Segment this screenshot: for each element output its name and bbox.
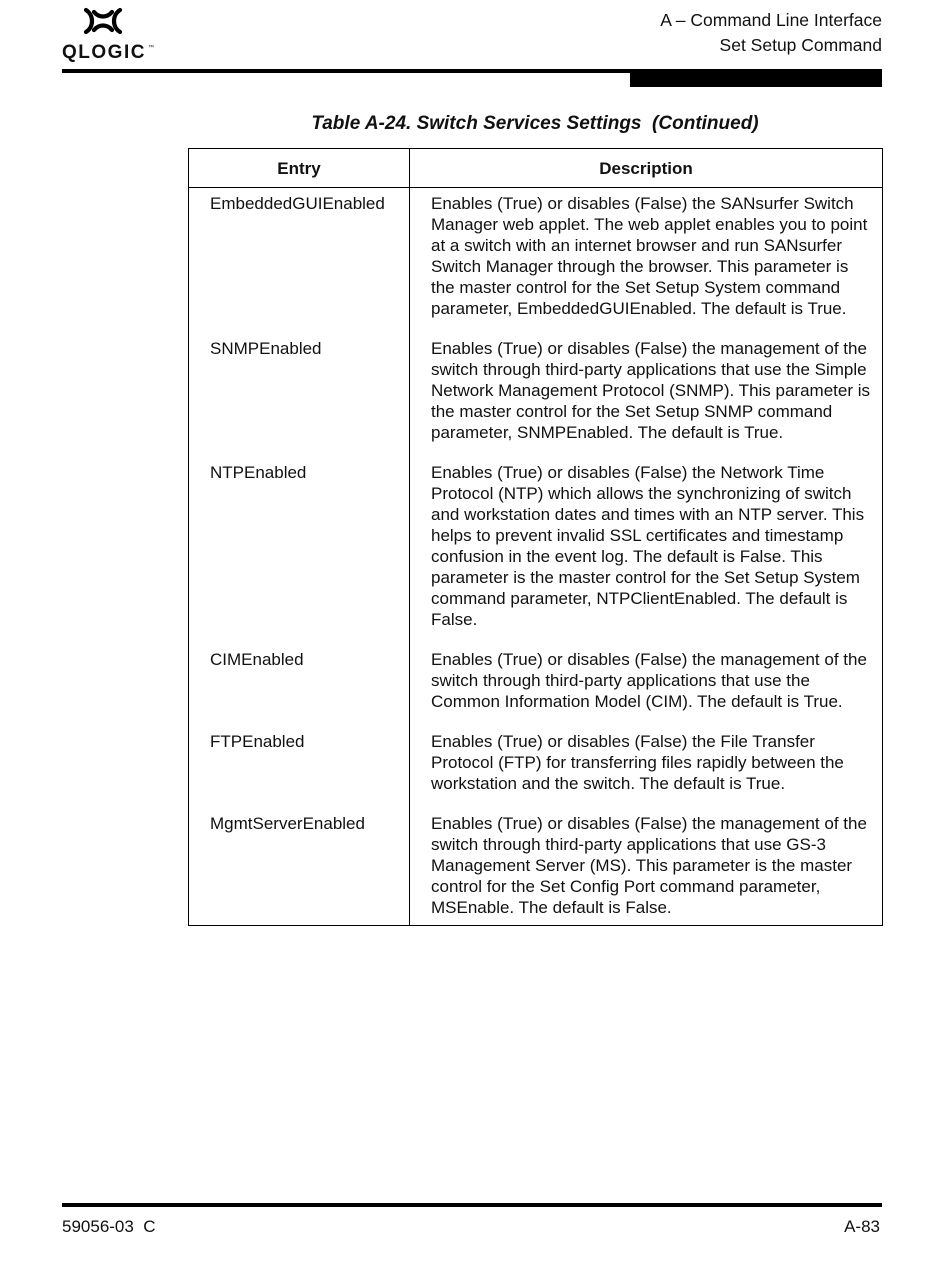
logo-wordmark: QLOGIC: [62, 42, 146, 63]
entry-cell: EmbeddedGUIEnabled: [189, 188, 410, 334]
header-section: A – Command Line Interface: [660, 10, 882, 30]
qlogic-logo: [62, 6, 158, 63]
column-header-description: Description: [410, 149, 883, 188]
description-cell: Enables (True) or disables (False) the File Transfer Protocol (FTP) for transferring files rapidly between the workstation and the switch. The default is True.: [431, 732, 844, 793]
column-header-entry: Entry: [189, 149, 410, 188]
description-cell: Enables (True) or disables (False) the Network Time Protocol (NTP) which allows the synchronizing of switch and workstation dates and times with an NTP server. This helps to prevent invalid SSL certificates and timestamp confusion in the event log. The default is False. This parameter is the master control for the Set Setup System command parameter, NTPClientEnabled. The default is False.: [431, 463, 865, 629]
description-cell: Enables (True) or disables (False) the management of the switch through third-party applications that use the Common Information Model (CIM). The default is True.: [431, 650, 867, 711]
logo-trademark: ™: [148, 45, 154, 51]
table-header-row: [189, 149, 883, 188]
entry-cell: NTPEnabled: [189, 457, 410, 644]
description-cell: Enables (True) or disables (False) the management of the switch through third-party applications that use the Simple Network Management Protocol (SNMP). This parameter is the master control for the Set Setup SNMP command parameter, SNMPEnabled. The default is True.: [431, 339, 871, 442]
table-row: [189, 644, 883, 726]
entry-cell: CIMEnabled: [189, 644, 410, 726]
description-cell: Enables (True) or disables (False) the SANsurfer Switch Manager web applet. The web applet enables you to point at a switch with an internet browser and run SANsurfer Switch Manager through the browser. This parameter is the master control for the Set Setup System command parameter, EmbeddedGUIEnabled. The default is True.: [431, 194, 868, 318]
entry-cell: SNMPEnabled: [189, 333, 410, 457]
header-subsection: Set Setup Command: [719, 35, 882, 55]
table-row: [189, 457, 883, 644]
running-header: [660, 8, 882, 58]
table-row: [189, 188, 883, 334]
description-cell: Enables (True) or disables (False) the management of the switch through third-party applications that use GS-3 Management Server (MS). This parameter is the master control for the Set Config Port command parameter, MSEnable. The default is False.: [431, 814, 867, 917]
qlogic-logo-icon: [82, 6, 124, 36]
page-number: A-83: [844, 1217, 880, 1236]
table-row: [189, 726, 883, 808]
entry-cell: FTPEnabled: [189, 726, 410, 808]
header-tab-bar: [630, 69, 882, 87]
table-row: [189, 808, 883, 926]
switch-services-table: [188, 148, 883, 926]
table-title: Table A-24. Switch Services Settings (Continued): [311, 113, 759, 134]
footer-rule: [62, 1203, 882, 1207]
entry-cell: MgmtServerEnabled: [189, 808, 410, 926]
document-number: 59056-03 C: [62, 1217, 156, 1236]
table-row: [189, 333, 883, 457]
